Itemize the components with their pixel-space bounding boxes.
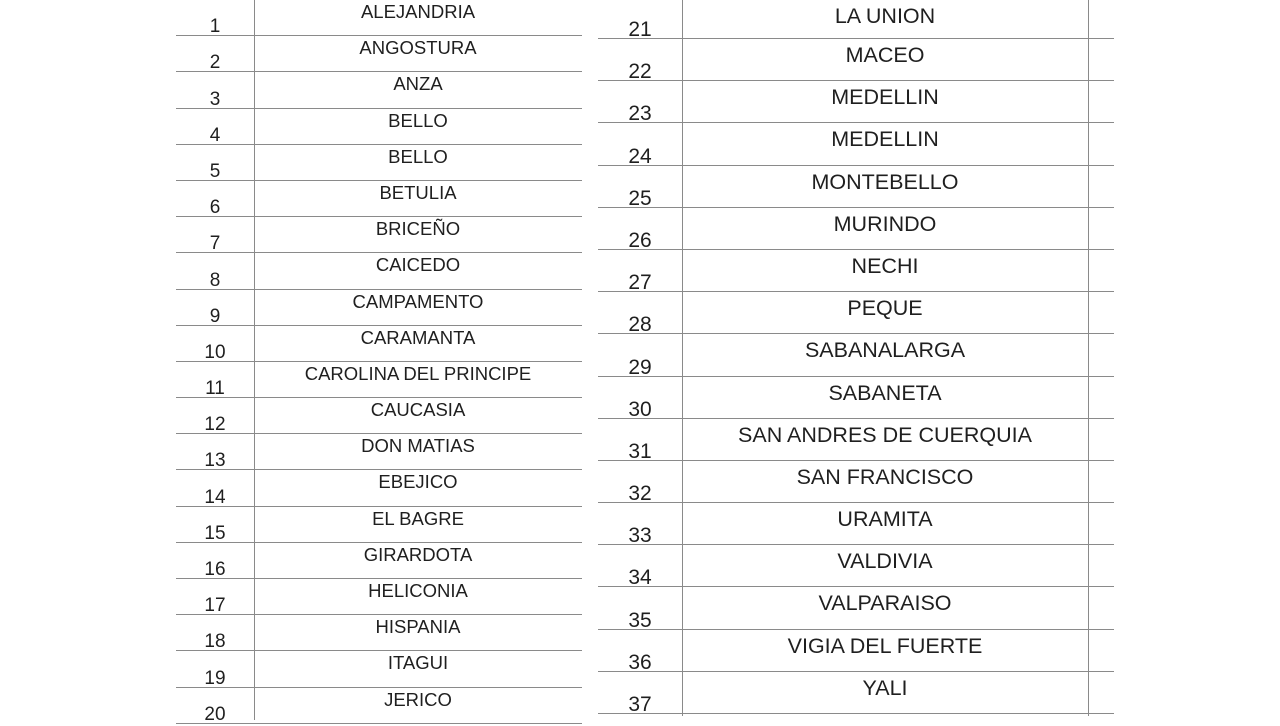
row-number: 16 (204, 559, 226, 580)
table-row (176, 109, 582, 145)
municipality-name: CAROLINA DEL PRINCIPE (304, 362, 532, 384)
row-number: 17 (204, 595, 226, 617)
row-number: 6 (209, 197, 221, 219)
table-row (598, 672, 1114, 714)
municipality-name: YALI (862, 675, 908, 700)
row-number: 12 (204, 414, 226, 436)
municipality-name: SAN FRANCISCO (796, 464, 974, 489)
table-row (176, 72, 582, 108)
table-row (598, 208, 1114, 250)
municipality-name: EL BAGRE (372, 507, 464, 529)
municipality-name: BELLO (388, 145, 448, 167)
table-row (176, 434, 582, 470)
table-row (598, 250, 1114, 295)
table-row (176, 181, 582, 217)
row-number: 20 (204, 703, 226, 725)
row-number: 24 (628, 144, 652, 168)
table-row (176, 651, 582, 687)
row-number: 8 (209, 269, 221, 291)
municipality-name: MEDELLIN (831, 85, 939, 110)
table-row (598, 334, 1114, 379)
municipality-name: SABANETA (828, 380, 942, 405)
row-number: 9 (209, 305, 221, 327)
row-number: 35 (628, 608, 652, 632)
municipality-name: HELICONIA (368, 580, 468, 601)
row-number: 21 (628, 18, 652, 41)
municipality-name: VIGIA DEL FUERTE (787, 633, 983, 658)
municipality-name: MEDELLIN (831, 127, 939, 152)
table-row (176, 615, 582, 651)
municipality-name: MURINDO (833, 211, 937, 236)
municipality-name: JERICO (384, 688, 452, 710)
row-number: 32 (628, 482, 652, 506)
municipality-name: URAMITA (837, 507, 933, 532)
row-number: 29 (628, 355, 652, 379)
table-row (598, 123, 1114, 168)
municipality-table-left (176, 0, 582, 724)
row-number: 23 (628, 102, 652, 126)
table-row (176, 362, 582, 398)
table-row (176, 0, 582, 36)
row-number: 27 (628, 271, 652, 295)
table-row (176, 543, 582, 579)
row-number: 34 (628, 566, 652, 590)
row-number: 7 (209, 233, 221, 255)
table-row (176, 470, 582, 506)
row-number: 18 (204, 631, 226, 653)
row-number: 19 (204, 667, 226, 689)
table-row (176, 398, 582, 434)
municipality-name: NECHI (851, 253, 919, 278)
table-row (598, 0, 1114, 39)
municipality-name: LA UNION (834, 4, 936, 28)
table-row (598, 630, 1114, 672)
table-row (598, 166, 1114, 208)
table-row (598, 461, 1114, 506)
municipality-name: ALEJANDRIA (360, 1, 476, 22)
municipality-name: ANZA (393, 73, 443, 95)
table-row (176, 688, 582, 724)
row-number: 25 (628, 186, 652, 210)
municipality-name: HISPANIA (375, 616, 461, 638)
table-row (598, 39, 1114, 84)
row-number: 14 (204, 486, 226, 508)
municipality-name: GIRARDOTA (363, 543, 473, 565)
row-number: 22 (628, 60, 652, 84)
table-row (176, 290, 582, 326)
row-number: 15 (204, 522, 226, 544)
municipality-name: BETULIA (379, 181, 457, 203)
row-number: 4 (209, 124, 221, 146)
table-row (176, 36, 582, 72)
row-number: 31 (628, 439, 652, 463)
municipality-name: MONTEBELLO (811, 169, 959, 194)
table-row (176, 326, 582, 362)
municipality-name: SAN ANDRES DE CUERQUIA (738, 422, 1032, 447)
table-row (176, 217, 582, 253)
table-row (176, 507, 582, 543)
municipality-name: DON MATIAS (361, 435, 475, 457)
municipality-name: VALPARAISO (818, 591, 952, 616)
municipality-name: BELLO (388, 109, 448, 131)
row-number: 37 (628, 693, 652, 716)
row-number: 3 (209, 88, 221, 110)
row-number: 10 (204, 341, 226, 363)
table-row (598, 377, 1114, 419)
row-number: 5 (209, 160, 221, 182)
municipality-name: ANGOSTURA (359, 37, 477, 59)
municipality-table-right (598, 0, 1114, 714)
table-row (598, 587, 1114, 632)
table-row (176, 253, 582, 289)
row-number: 33 (628, 524, 652, 548)
municipality-name: ITAGUI (387, 652, 449, 674)
municipality-name: BRICEÑO (375, 218, 461, 240)
table-row (598, 292, 1114, 337)
municipality-name: CAMPAMENTO (352, 290, 484, 312)
municipality-name: CARAMANTA (360, 326, 476, 348)
table-row (598, 81, 1114, 126)
row-number: 36 (628, 650, 652, 674)
municipality-name: VALDIVIA (837, 549, 933, 574)
row-number: 28 (628, 313, 652, 337)
municipality-name: PEQUE (847, 296, 923, 321)
municipality-name: CAUCASIA (370, 399, 466, 421)
table-row (598, 419, 1114, 461)
row-number: 13 (204, 450, 226, 472)
row-number: 30 (628, 397, 652, 421)
row-number: 11 (205, 378, 225, 400)
table-row (598, 545, 1114, 590)
row-number: 26 (628, 228, 652, 252)
municipality-name: MACEO (845, 43, 925, 67)
table-row (176, 145, 582, 181)
municipality-name: CAICEDO (375, 254, 461, 276)
municipality-name: EBEJICO (378, 471, 458, 493)
table-row (176, 579, 582, 615)
row-number: 1 (209, 16, 221, 38)
table-row (598, 503, 1114, 548)
row-number: 2 (209, 52, 221, 74)
municipality-name: SABANALARGA (804, 338, 966, 363)
